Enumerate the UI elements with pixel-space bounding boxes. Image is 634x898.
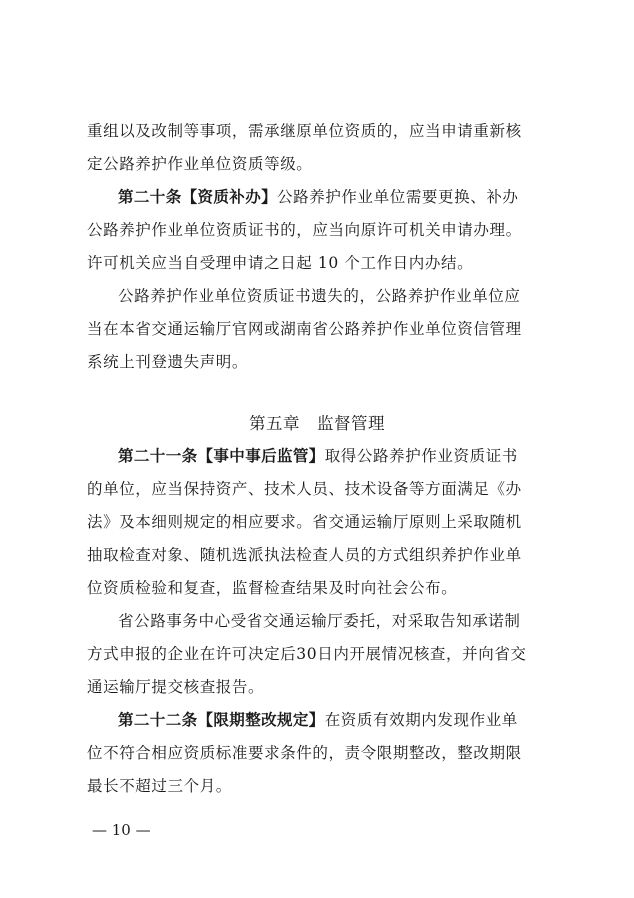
text-line	[87, 352, 547, 372]
article-20-line	[118, 187, 547, 207]
text-segment: 公路养护作业单位资质证书的，应当向原许可机关申请办理。	[87, 221, 522, 239]
article-21-line	[118, 446, 547, 466]
text-line	[87, 319, 547, 339]
text-segment: 取得公路养护作业资质证书	[324, 447, 518, 465]
text-line	[87, 545, 547, 565]
text-line	[118, 611, 547, 631]
text-line	[87, 776, 547, 796]
article-title: 第二十一条【事中事后监管】	[118, 447, 325, 465]
chapter-heading: 第五章 监督管理	[249, 414, 385, 433]
text-line	[87, 253, 547, 273]
article-title: 第二十条【资质补办】	[118, 188, 278, 206]
text-segment: 通运输厅提交核查报告。	[87, 678, 265, 696]
text-segment: 重组以及改制等事项，需承继原单位资质的，应当申请重新核	[87, 122, 522, 140]
text-segment: 最长不超过三个月。	[87, 777, 232, 795]
text-segment: 方式申报的企业在许可决定后30日内开展情况核查，并向省交	[87, 645, 527, 663]
text-segment: 在资质有效期内发现作业单	[324, 711, 518, 729]
text-segment: 省公路事务中心受省交通运输厅委托，对采取告知承诺制	[118, 612, 521, 630]
text-line	[87, 512, 547, 532]
text-line	[87, 154, 547, 174]
article-22-line	[118, 710, 547, 730]
text-line	[87, 743, 547, 763]
text-line	[118, 286, 547, 306]
text-line	[87, 644, 547, 664]
text-segment: 位不符合相应资质标准要求条件的，责令限期整改，整改期限	[87, 744, 522, 762]
text-segment: 公路养护作业单位资质证书遗失的，公路养护作业单位应	[118, 287, 521, 305]
article-title: 第二十二条【限期整改规定】	[118, 711, 325, 729]
text-segment: 抽取检查对象、随机选派执法检查人员的方式组织养护作业单	[87, 546, 522, 564]
text-segment: 的单位，应当保持资产、技术人员、技术设备等方面满足《办	[87, 480, 522, 498]
text-line	[87, 121, 547, 141]
text-line	[87, 220, 547, 240]
text-line	[87, 479, 547, 499]
text-segment: 公路养护作业单位需要更换、补办	[277, 188, 519, 206]
text-segment: 许可机关应当自受理申请之日起 10 个工作日内办结。	[87, 254, 474, 272]
text-line	[87, 578, 547, 598]
text-segment: 定公路养护作业单位资质等级。	[87, 155, 313, 173]
text-segment: 系统上刊登遗失声明。	[87, 353, 249, 371]
text-segment: 法》及本细则规定的相应要求。省交通运输厅原则上采取随机	[87, 513, 522, 531]
text-segment: 当在本省交通运输厅官网或湖南省公路养护作业单位资信管理	[87, 320, 522, 338]
page-number: — 10 —	[92, 821, 151, 839]
text-line	[87, 677, 547, 697]
text-segment: 位资质检验和复查，监督检查结果及时向社会公布。	[87, 579, 458, 597]
